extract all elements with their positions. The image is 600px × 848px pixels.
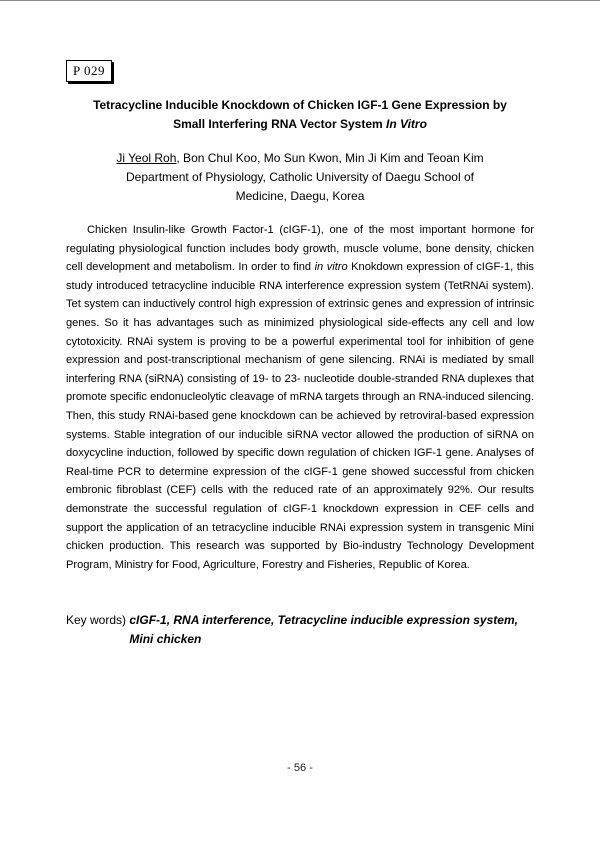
title-in-vitro: In Vitro [386,117,427,131]
abstract-in-vitro: in vitro [314,261,348,274]
author-list [60,149,540,168]
authors-block [60,149,540,206]
poster-id-box [66,60,112,82]
affiliation-line-2: Medicine, Daegu, Korea [235,189,365,203]
keywords-list: cIGF-1, RNA interference, Tetracycline inducible expression system, Mini chicken [129,613,518,646]
keywords-section [66,611,536,649]
co-authors: , Bon Chul Koo, Mo Sun Kwon, Min Ji Kim and Teoan Kim [176,151,484,165]
page-top-border [0,0,600,1]
poster-id: P 029 [73,63,105,78]
page-number: - 56 - [287,762,313,774]
abstract-title [60,96,540,134]
presenting-author: Ji Yeol Roh [116,151,177,165]
title-line-2 [60,115,540,134]
title-line-2-text: Small Interfering RNA Vector System [173,117,387,131]
title-line-1: Tetracycline Inducible Knockdown of Chicken IGF-1 Gene Expression by [93,98,507,112]
abstract-text-2: Knokdown expression of cIGF-1, this study introduced tetracycline inducible RNA interference expression system (TetRNAi system). Tet system can inductively control high expression of extrinsic genes and expression of intrinsic genes. So it has advantages such as minimized physiological side-effects any cell and low cytotoxicity. RNAi system is proving to be a powerful experimental tool for inhibition of gene expression and post-transcriptional mechanism of gene silencing. RNAi is mediated by small interfering RNA (siRNA) consisting of 19- to 23- nucleotide double-stranded RNA duplexes that promote specific endonucleolytic cleavage of mRNA targets through an RNA-induced silencing. Then, this study RNAi-based gene knockdown can be achieved by retroviral-based expression systems. Stable integration of our inducible siRNA vector allowed the production of siRNA on doxycycline induction, followed by specific down regulation of chicken IGF-1 gene. Analyses of Real-time PCR to determine expression of the cIGF-1 gene showed successful from chicken embronic fibroblast (CEF) cells with the reduced rate of an approximately 92%. Our results demonstrate the successful regulation of cIGF-1 knockdown expression in CEF cells and support the application of an tetracycline inducible RNAi expression system in transgenic Mini chicken production. This research was supported by Bio-industry Technology Development Program, Ministry for Food, Agriculture, Forestry and Fisheries, Republic of Korea. [66,261,534,571]
affiliation-line-1: Department of Physiology, Catholic University of Daegu School of [126,170,474,184]
abstract-body [66,221,534,574]
abstract-text-1: Chicken Insulin-like Growth Factor-1 (cIGF-1), one of the most important hormone for regulating physiological function includes body growth, muscle volume, bone density, chicken cell development and metabolism. In order to find [66,224,534,274]
keywords-label: Key words) [66,613,130,627]
